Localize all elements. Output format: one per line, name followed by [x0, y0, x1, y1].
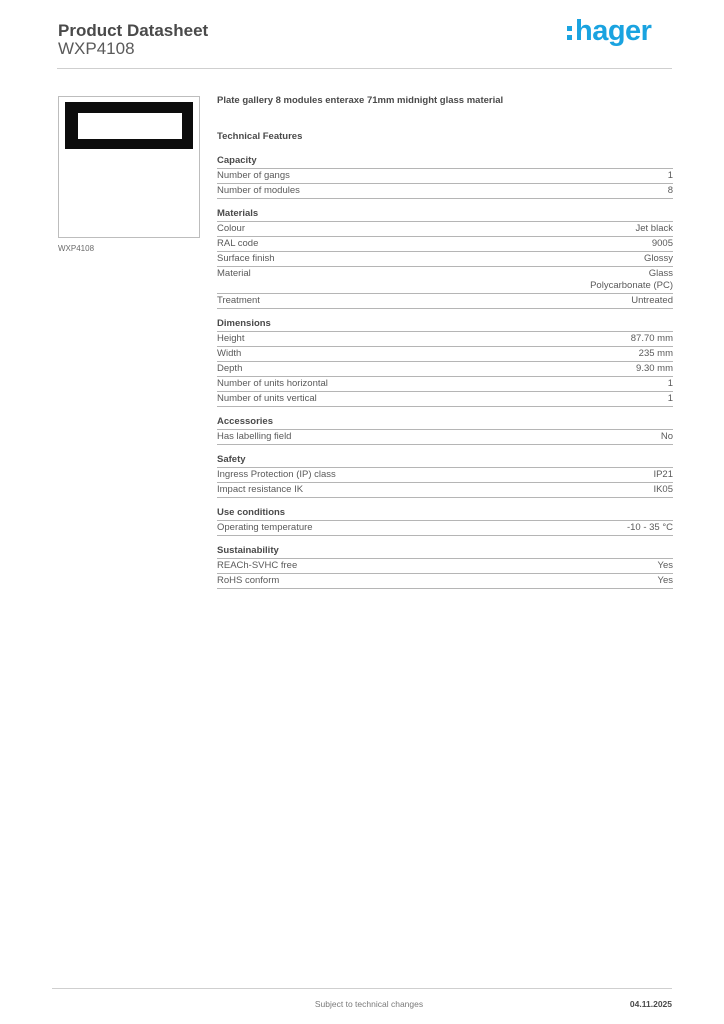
feature-value: 1	[667, 170, 673, 181]
feature-value: 235 mm	[638, 348, 673, 359]
feature-row	[217, 377, 673, 392]
header-divider	[57, 68, 672, 69]
technical-features-title: Technical Features	[217, 131, 303, 142]
footer-divider	[52, 988, 672, 989]
footer-note: Subject to technical changes	[314, 999, 424, 1009]
feature-sections	[217, 155, 673, 589]
hager-logo	[567, 15, 651, 48]
section-title: Safety	[217, 454, 673, 468]
feature-label: Ingress Protection (IP) class	[217, 469, 336, 480]
feature-section	[217, 155, 673, 199]
feature-row	[217, 169, 673, 184]
feature-row	[217, 559, 673, 574]
feature-label: Width	[217, 348, 242, 359]
feature-label: Number of units horizontal	[217, 378, 328, 389]
feature-label: Surface finish	[217, 253, 275, 264]
feature-value: Untreated	[631, 295, 673, 306]
logo-text: hager	[575, 15, 652, 47]
feature-label: Has labelling field	[217, 431, 292, 442]
feature-label: RAL code	[217, 238, 259, 249]
feature-label: RoHS conform	[217, 575, 280, 586]
image-caption: WXP4108	[58, 244, 95, 253]
feature-label: Number of modules	[217, 185, 300, 196]
feature-value: 1	[667, 393, 673, 404]
feature-value: Glass Polycarbonate (PC)	[590, 268, 673, 291]
feature-value: 1	[667, 378, 673, 389]
feature-row	[217, 574, 673, 589]
feature-value: Yes	[657, 560, 673, 571]
feature-label: Colour	[217, 223, 245, 234]
feature-label: Impact resistance IK	[217, 484, 304, 495]
feature-value: -10 - 35 °C	[626, 522, 673, 533]
feature-row	[217, 184, 673, 199]
feature-row	[217, 252, 673, 267]
product-image	[58, 96, 200, 238]
feature-row	[217, 392, 673, 407]
feature-row	[217, 294, 673, 309]
feature-row	[217, 267, 673, 294]
feature-section	[217, 318, 673, 407]
feature-section	[217, 545, 673, 589]
feature-section	[217, 507, 673, 536]
feature-row	[217, 430, 673, 445]
feature-value: Jet black	[635, 223, 673, 234]
feature-label: Height	[217, 333, 245, 344]
feature-section	[217, 454, 673, 498]
section-title: Use conditions	[217, 507, 673, 521]
feature-label: Operating temperature	[217, 522, 313, 533]
feature-value: IK05	[653, 484, 673, 495]
feature-label: Number of units vertical	[217, 393, 317, 404]
feature-row	[217, 347, 673, 362]
page-title: Product Datasheet	[58, 21, 209, 40]
feature-row	[217, 521, 673, 536]
section-title: Sustainability	[217, 545, 673, 559]
feature-value: IP21	[653, 469, 673, 480]
feature-value: 87.70 mm	[630, 333, 673, 344]
feature-label: Material	[217, 268, 251, 279]
feature-value: No	[660, 431, 673, 442]
feature-row	[217, 362, 673, 377]
feature-label: Treatment	[217, 295, 260, 306]
feature-label: Number of gangs	[217, 170, 290, 181]
feature-value: 9005	[651, 238, 673, 249]
footer-date: 04.11.2025	[629, 999, 672, 1009]
feature-row	[217, 483, 673, 498]
feature-row	[217, 222, 673, 237]
feature-row	[217, 468, 673, 483]
feature-value: 8	[667, 185, 673, 196]
feature-value: Glossy	[643, 253, 673, 264]
feature-section	[217, 416, 673, 445]
plate-window	[78, 113, 182, 139]
section-title: Capacity	[217, 155, 673, 169]
feature-section	[217, 208, 673, 309]
section-title: Dimensions	[217, 318, 673, 332]
logo-dots-icon	[567, 22, 572, 42]
feature-row	[217, 237, 673, 252]
section-title: Accessories	[217, 416, 673, 430]
feature-label: Depth	[217, 363, 243, 374]
feature-value: Yes	[657, 575, 673, 586]
product-code: WXP4108	[58, 39, 135, 58]
product-description: Plate gallery 8 modules enteraxe 71mm midnight glass material	[217, 95, 504, 106]
feature-label: REACh-SVHC free	[217, 560, 298, 571]
feature-value: 9.30 mm	[636, 363, 673, 374]
section-title: Materials	[217, 208, 673, 222]
datasheet-content	[217, 95, 673, 598]
plate-illustration	[65, 102, 193, 149]
feature-row	[217, 332, 673, 347]
